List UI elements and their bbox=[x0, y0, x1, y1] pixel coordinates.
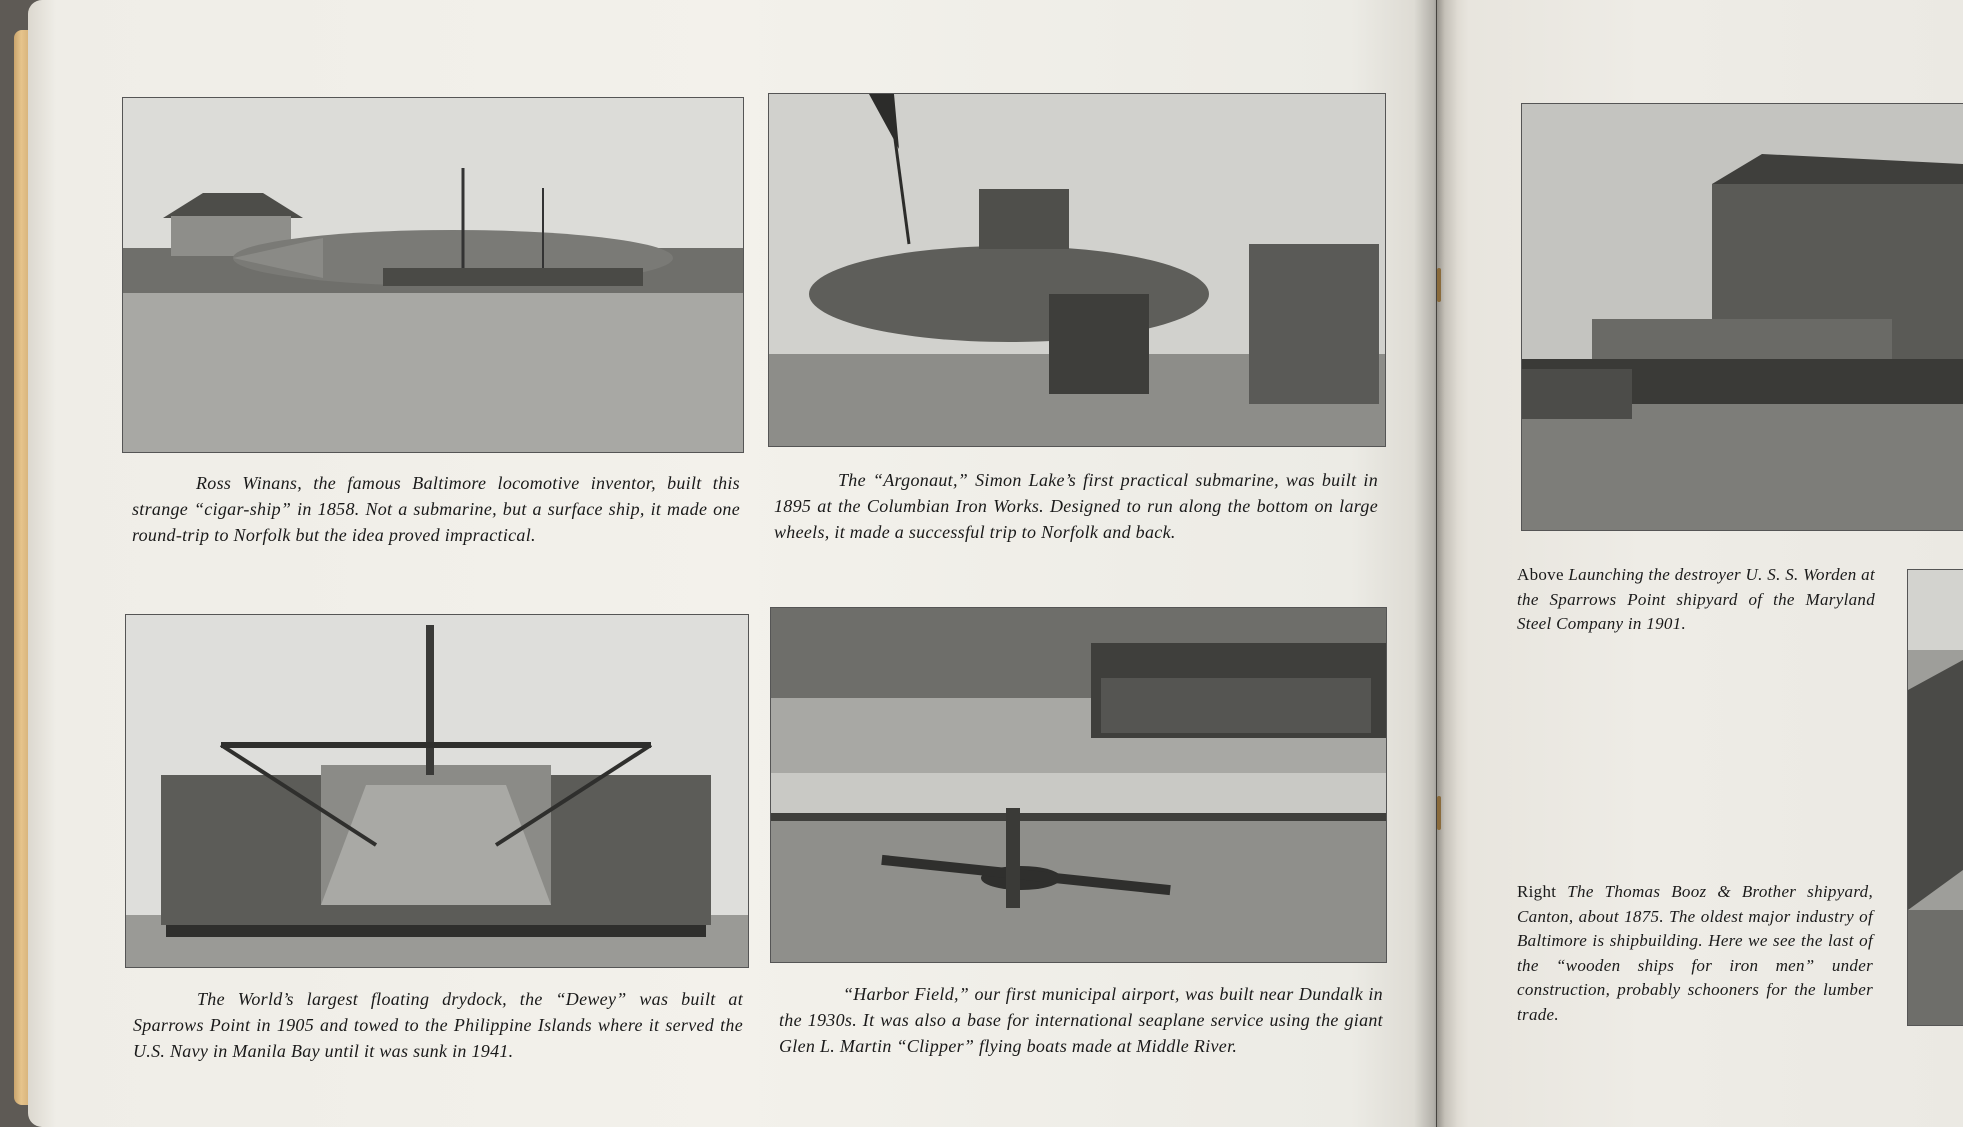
cigar-ship-photo bbox=[123, 98, 743, 452]
worden-caption-lead: Above bbox=[1517, 565, 1564, 584]
book-gutter bbox=[1414, 0, 1458, 1127]
worden-caption: Above Launching the destroyer U. S. S. Worden at the Sparrows Point shipyard of the Maryland Steel Company in 1901. bbox=[1517, 565, 1875, 633]
cigar-ship-caption: Ross Winans, the famous Baltimore locomotive inventor, built this strange “cigar-ship” in 1858. Not a submarine, but a surface ship, it made one round-trip to Norfolk but the idea proved impractical. bbox=[132, 473, 740, 545]
staple-bottom bbox=[1437, 796, 1441, 830]
harbor-field-caption: “Harbor Field,” our first municipal airport, was built near Dundalk in the 1930s. It was also a base for international seaplane service using the giant Glen L. Martin “Clipper” flying boats made at Middle River. bbox=[779, 984, 1383, 1056]
booz-caption-lead: Right bbox=[1517, 882, 1557, 901]
staple-top bbox=[1437, 268, 1441, 302]
booz-caption: Right The Thomas Booz & Brother shipyard, Canton, about 1875. The oldest major industry of Baltimore is shipbuilding. Here we see the last of the “wooden ships for iron men” under construction, probably schooners for the lumber trade. bbox=[1517, 882, 1873, 1024]
argonaut-photo bbox=[769, 94, 1385, 446]
worden-launch-photo bbox=[1522, 104, 1963, 530]
booz-shipyard-photo bbox=[1908, 570, 1963, 1025]
dewey-drydock-photo bbox=[126, 615, 748, 967]
argonaut-caption: The “Argonaut,” Simon Lake’s first practical submarine, was built in 1895 at the Columbian Iron Works. Designed to run along the bottom on large wheels, it made a successful trip to Norfolk and back. bbox=[774, 470, 1378, 542]
dewey-caption: The World’s largest floating drydock, the “Dewey” was built at Sparrows Point in 1905 and towed to the Philippine Islands where it served the U.S. Navy in Manila Bay until it was sunk in 1941. bbox=[133, 989, 743, 1061]
harbor-field-photo bbox=[771, 608, 1386, 962]
